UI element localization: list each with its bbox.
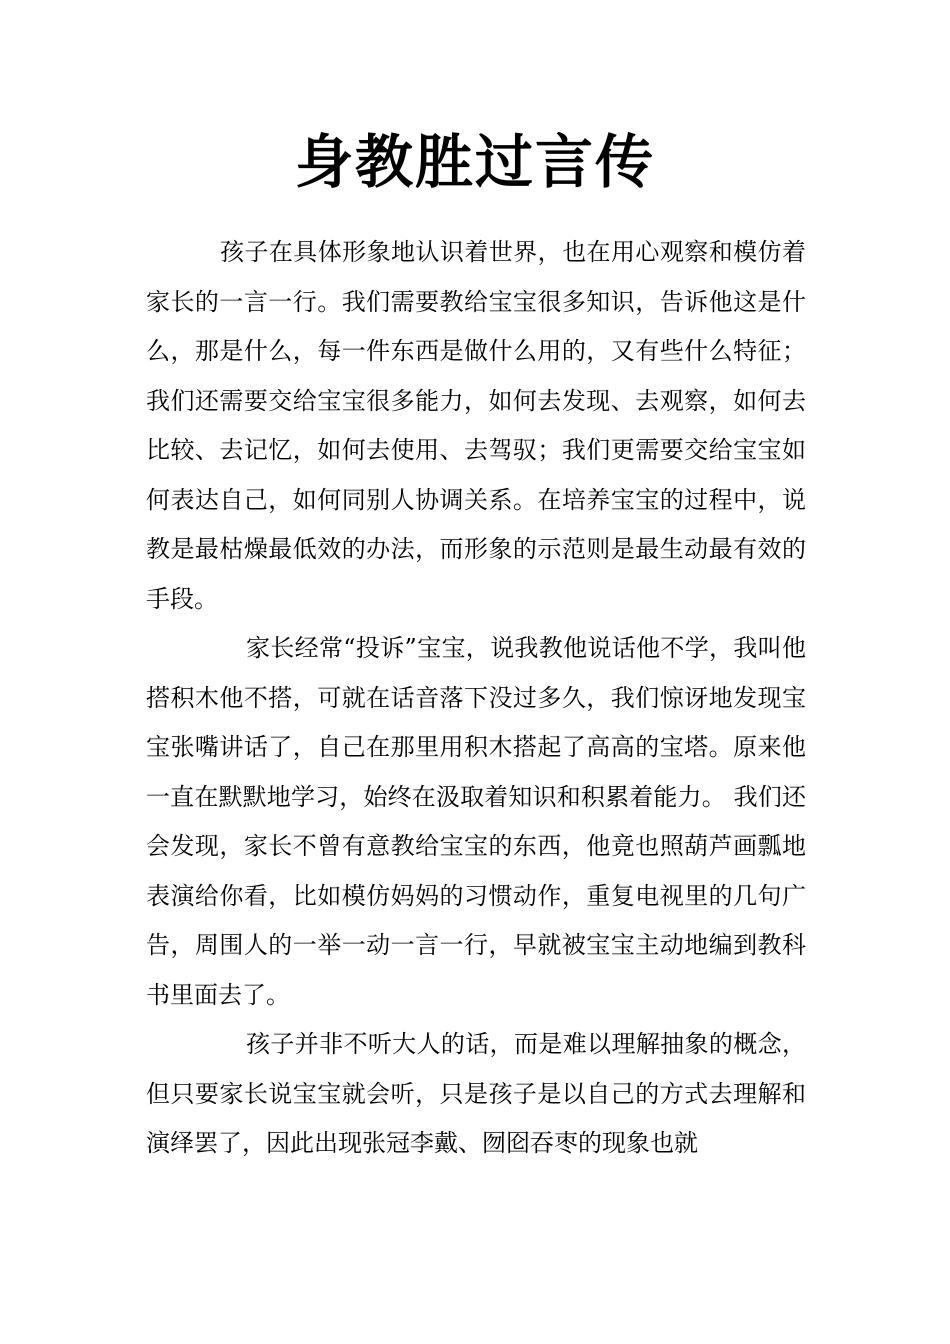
paragraph-1: 孩子在具体形象地认识着世界，也在用心观察和模仿着家长的一言一行。我们需要教给宝宝很多知识，告诉他这是什么，那是什么，每一件东西是做什么用的，又有些什么特征；我们还需要交给宝宝很多能力，如何去发现、去观察，如何去比较、去记忆，如何去使用、去驾驭；我们更需要交给宝宝如何表达自己，如何同别人协调关系。在培养宝宝的过程中，说教是最枯燥最低效的办法，而形象的示范则是最生动最有效的手段。 <box>146 238 806 613</box>
paragraph-3: 孩子并非不听大人的话，而是难以理解抽象的概念，但只要家长说宝宝就会听，只是孩子是以自己的方式去理解和演绎罢了，因此出现张冠李戴、囫囵吞枣的现象也就 <box>146 1030 806 1157</box>
paragraph-2: 家长经常“投诉”宝宝，说我教他说话他不学，我叫他搭积木他不搭，可就在话音落下没过多久，我们惊讶地发现宝宝张嘴讲话了，自己在那里用积木搭起了高高的宝塔。原来他一直在默默地学习，始终在汲取着知识和积累着能力。 我们还会发现，家长不曾有意教给宝宝的东西，他竟也照葫芦画瓢地表演给你看，比如模仿妈妈的习惯动作，重复电视里的几句广告，周围人的一举一动一言一行，早就被宝宝主动地编到教科书里面去了。 <box>146 634 806 1009</box>
document-body <box>146 228 806 1169</box>
document-title: 身教胜过言传 <box>294 128 655 196</box>
